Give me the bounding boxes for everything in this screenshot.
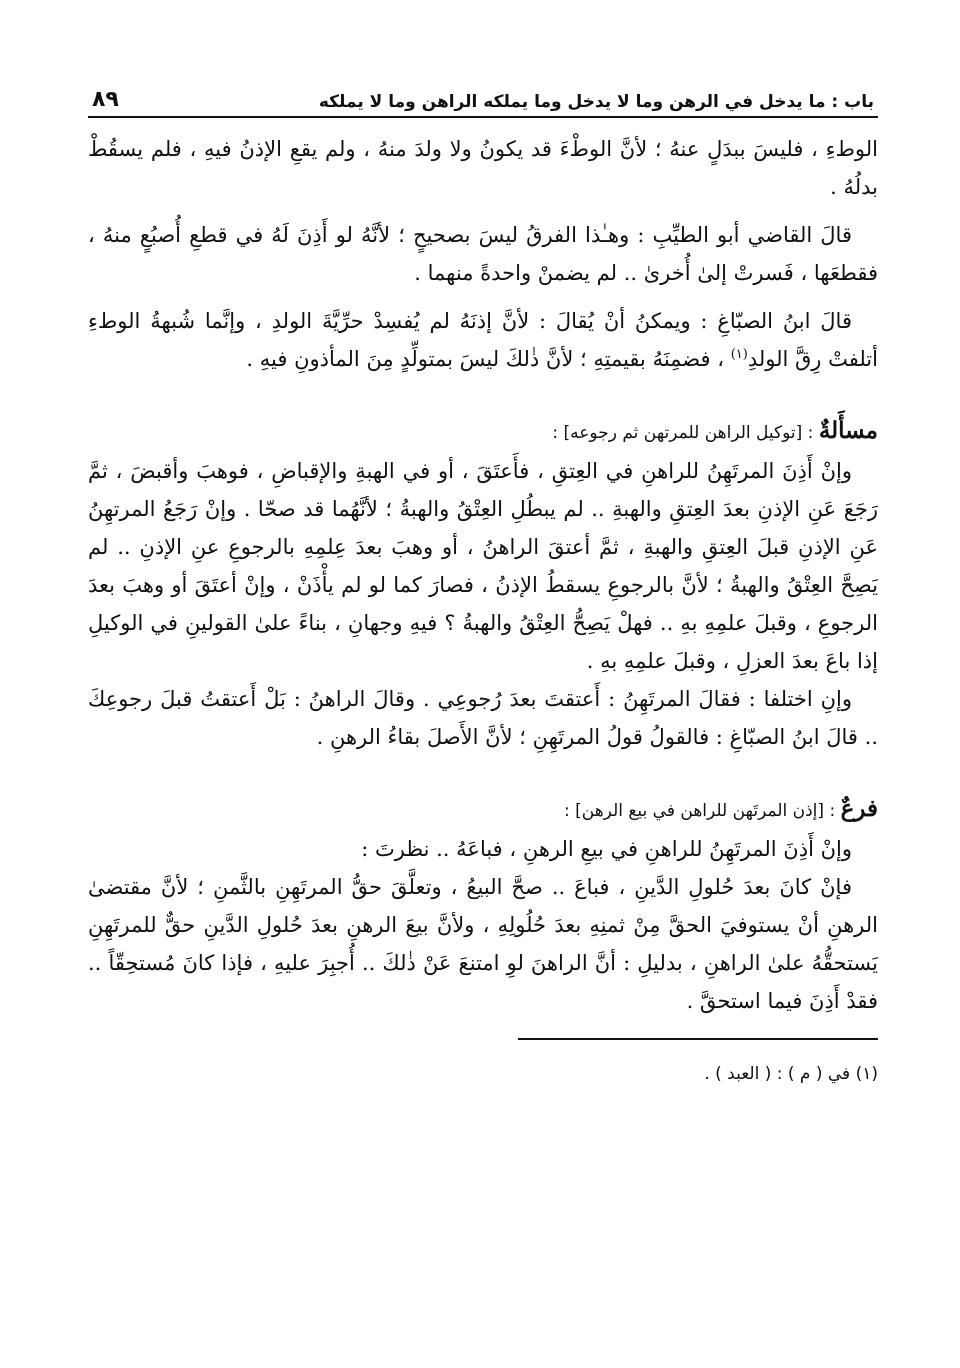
paragraph [88,302,878,378]
section-title: : [إذن المرتَهن للراهن في بيع الرهن] : [564,801,841,821]
section-heading [88,412,878,452]
section-title: : [توكيل الراهن للمرتهن ثم رجوعه] : [552,423,819,443]
paragraph: فإنْ كانَ بعدَ حُلولِ الدَّينِ ، فباعَ .. صحَّ البيعُ ، وتعلَّقَ حقُّ المرتَهِنِ بالثَّمنِ ؛ لأنَّ مقتضىٰ الرهنِ أنْ يستوفيَ الحقَّ مِنْ ثمنِهِ بعدَ حُلُولِهِ ، ولأنَّ بيعَ الرهنِ بعدَ حُلولِ الدَّينِ حقٌّ للمرتَهِنِ يَستحقُّهُ علىٰ الراهنِ ، بدليلِ : أنَّ الراهنَ لوِ امتنعَ عَنْ ذٰلكَ .. أُجبِرَ عليهِ ، فإذا كانَ مُستحِقّاً .. فقدْ أَذِنَ فيما استحقَّ . [88,875,878,1013]
paragraph: الوطءِ ، فليسَ ببدَلٍ عنهُ ؛ لأنَّ الوطْءَ قد يكونُ ولا ولدَ منهُ ، ولم يقعِ الإذنُ فيهِ ، فلم يسقُطْ بدلُهُ . [88,137,878,199]
running-header [88,78,878,118]
paragraph-text: ، فضمِنَهُ بقيمتِهِ ؛ لأنَّ ذٰلكَ ليسَ بمتولِّدٍ مِنَ المأذونِ فيهِ . [246,347,731,371]
paragraph: وإنْ أَذِنَ المرتَهِنُ للراهنِ في بيعِ الرهنِ ، فباعَهُ .. نظرتَ : [361,837,852,861]
page-body [88,130,878,1020]
masala-label: مسأَلةٌ [818,417,878,444]
paragraph: وإنْ أَذِنَ المرتَهِنُ للراهنِ في العِتقِ ، فأَعتَقَ ، أو في الهبةِ والإقباضِ ، فوهبَ وأقبضَ ، ثمَّ رَجَعَ عَنِ الإذنِ بعدَ العِتقِ والهبةِ .. لم يبطُلِ العِتْقُ والهبةُ ؛ لأنَّهُما قد صحّا . وإنْ رَجَعُ المرتهِنُ عَنِ الإذنِ قبلَ العِتقِ والهبةِ ، ثمَّ أعتقَ الراهنُ ، أو وهبَ بعدَ عِلمِهِ بالرجوعِ عنِ الإذنِ .. لم يَصِحَّ العِتْقُ والهبةُ ؛ لأنَّ بالرجوعِ يسقطُ الإذنُ ، فصارَ كما لو لم يأْذَنْ ، وإنْ أعتَقَ أو وهبَ بعدَ الرجوعِ ، وقبلَ علمِهِ بهِ .. فهلْ يَصِحُّ العِتْقُ والهبةُ ؟ فيهِ وجهانِ ، بناءً علىٰ القولينِ في الوكيلِ إذا باعَ بعدَ العزلِ ، وقبلَ علمِهِ بهِ . [88,459,878,673]
paragraph: قالَ القاضي أبو الطيِّبِ : وهـٰذا الفرقُ ليسَ بصحيحٍ ؛ لأنَّهُ لو أَذِنَ لَهُ في قطعِ أُصبُعٍ منهُ ، فقطعَها ، فَسرتْ إلىٰ أُخرىٰ .. لم يضمنْ واحدةً منهما . [88,223,878,285]
footnote-marker: (١) [730,347,748,362]
far-label: فرعٌ [840,795,878,822]
paragraph-text: قالَ ابنُ الصبّاغِ : ويمكنُ أنْ يُقالَ : لأنَّ إذنَهُ لم يُفسِدْ حرِّيَّةَ الولدِ ، وإنَّما شُبهةُ الوطءِ أتلفتْ رِقَّ الولدِ [88,309,878,371]
chapter-title: باب : ما يدخل في الرهن وما لا يدخل وما يملكه الراهن وما لا يملكه [318,92,874,112]
section-heading [88,790,878,830]
footnote-divider [518,1038,878,1040]
footnote: (١) في ( م ) : ( العبد ) . [704,1064,878,1084]
book-page [88,78,878,1088]
paragraph: وإنِ اختلفا : فقالَ المرتَهِنُ : أَعتقتَ بعدَ رُجوعِي . وقالَ الراهنُ : بَلْ أَعتقتُ قبلَ رجوعِكَ .. قالَ ابنُ الصبّاغِ : فالقولُ قولُ المرتَهِنِ ؛ لأنَّ الأَصلَ بقاءُ الرهنِ . [88,687,878,749]
page-number: ٨٩ [92,87,119,112]
